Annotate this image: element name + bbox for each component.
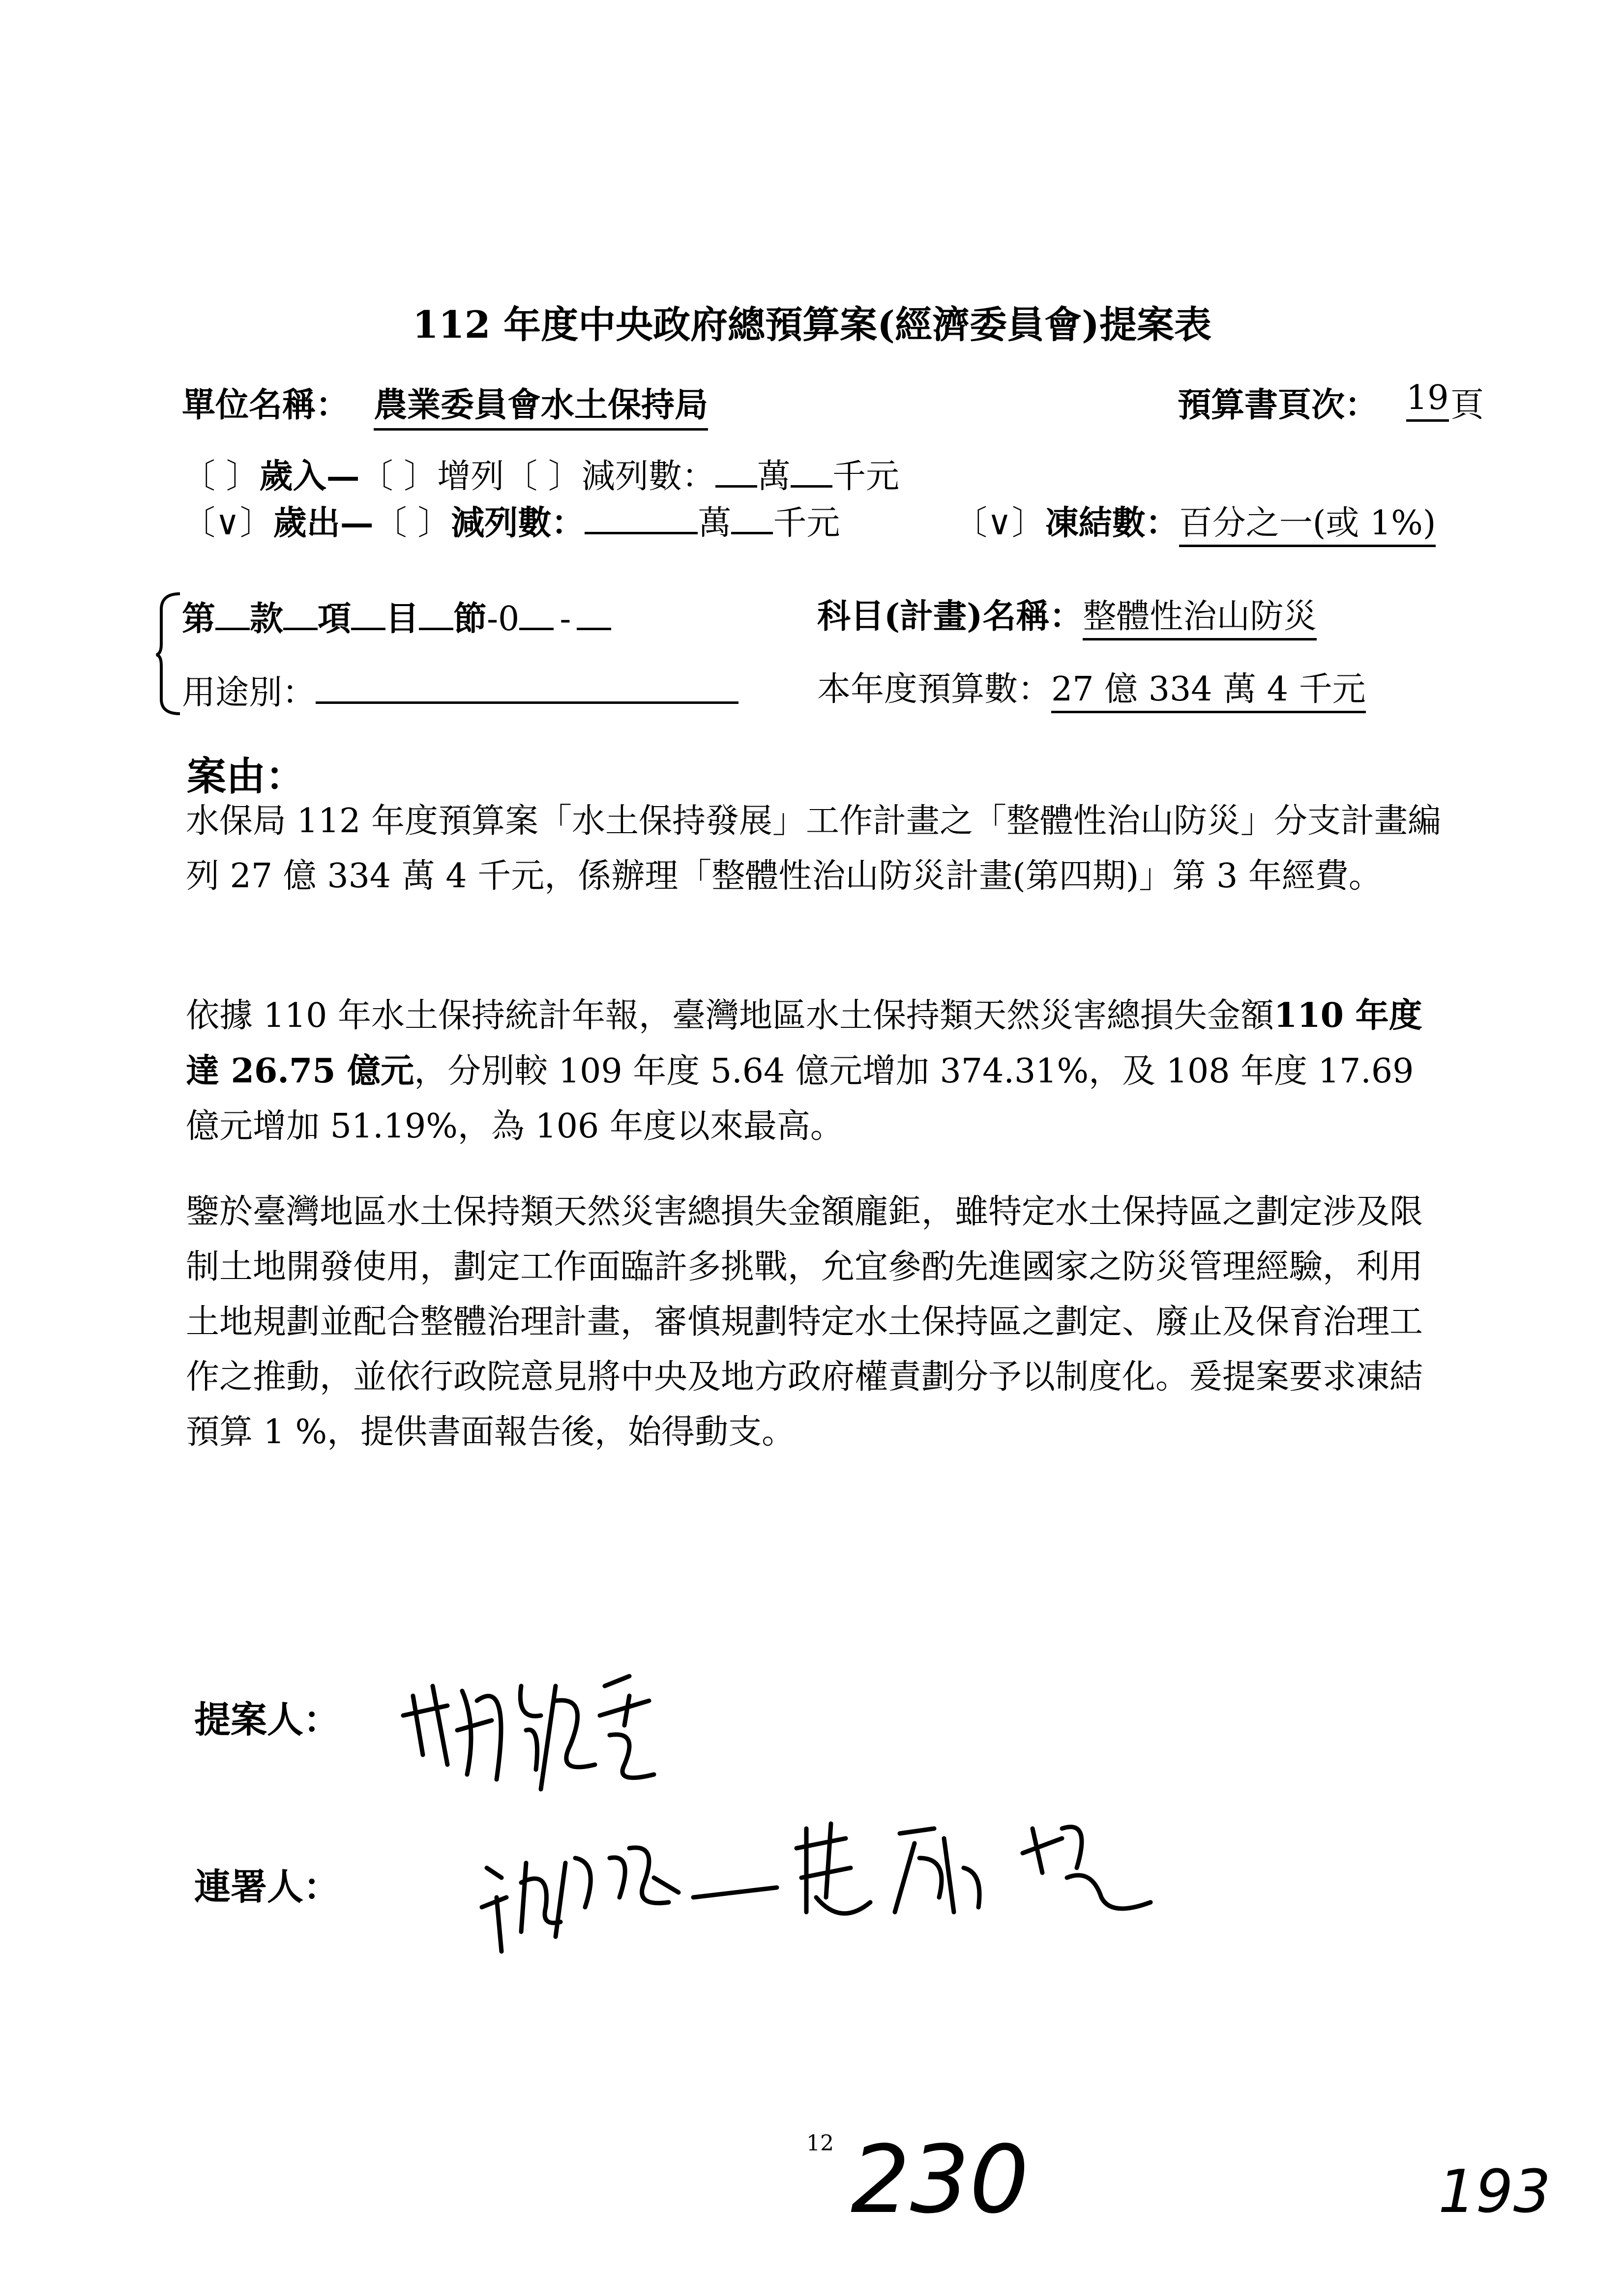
- expenditure-label: 歲出—: [273, 503, 374, 543]
- xiang-label: 項: [318, 599, 352, 639]
- page-label: 預算書頁次：: [1178, 385, 1379, 425]
- revenue-qian-unit: 千元: [832, 457, 899, 496]
- page-number: 19: [1406, 378, 1449, 422]
- paragraph-2-rest: ，分別較 109 年度 5.64 億元增加 374.31%，及 108 年度 17.69 億元增加 51.19%，為 106 年度以來最高。: [186, 1052, 1414, 1146]
- classification-line: [182, 592, 611, 640]
- subject-line: [817, 590, 1317, 638]
- page-title: 112 年度中央政府總預算案(經濟委員會)提案表: [412, 303, 1212, 347]
- subject-value: 整體性治山防災: [1083, 597, 1317, 640]
- jie-dash: -: [560, 600, 571, 639]
- paragraph-2-bold: 110 年度達 26.75 億元: [186, 996, 1422, 1091]
- paragraph-3-text: 鑒於臺灣地區水土保持類天然災害總損失金額龐鉅，雖特定水土保持區之劃定涉及限制土地開發使用，劃定工作面臨許多挑戰，允宜參酌先進國家之防災管理經驗，利用土地規劃並配合整體治理計畫，審慎規劃特定水土保持區之劃定、廢止及保育治理工作之推動，並依行政院意見將中央及地方政府權責劃分予以制度化。爰提案要求凍結預算 1 %，提供書面報告後，始得動支。: [186, 1192, 1423, 1452]
- expenditure-decrease-checkbox[interactable]: 〔 〕: [373, 504, 451, 543]
- freeze-value: 百分之一(或 1%): [1179, 504, 1436, 547]
- proposer-signature-icon: [393, 1657, 669, 1819]
- paragraph-2: [186, 988, 1445, 1154]
- expenditure-line: [182, 496, 840, 544]
- revenue-decrease-checkbox[interactable]: 〔 〕: [504, 457, 582, 496]
- expenditure-qian-unit: 千元: [773, 504, 840, 543]
- paragraph-1: [186, 794, 1445, 904]
- expenditure-decrease-label: 減列數：: [451, 503, 585, 543]
- expenditure-wan-blank[interactable]: [585, 502, 698, 534]
- revenue-increase-label: 增列: [437, 457, 504, 496]
- revenue-wan-blank[interactable]: [715, 455, 757, 488]
- paragraph-3: [186, 1185, 1445, 1460]
- budget-value: 27 億 334 萬 4 千元: [1051, 670, 1366, 713]
- unit-label: 單位名稱：: [182, 385, 350, 425]
- handwritten-corner-text: 193: [1438, 2158, 1551, 2226]
- usage-blank[interactable]: [316, 671, 738, 704]
- revenue-checkbox[interactable]: 〔 〕: [182, 457, 260, 496]
- jie-sub-blank[interactable]: [519, 598, 554, 630]
- expenditure-checkbox[interactable]: 〔∨〕: [182, 504, 273, 543]
- usage-line: [182, 666, 738, 714]
- freeze-label: 凍結數：: [1045, 503, 1179, 543]
- revenue-wan-unit: 萬: [757, 457, 791, 496]
- budget-label: 本年度預算數：: [817, 670, 1052, 709]
- revenue-qian-blank[interactable]: [791, 455, 832, 488]
- kuan2-label: 款: [250, 599, 284, 639]
- cosigner-signature-2-icon: [787, 1799, 1160, 1956]
- paragraph-1-text: 水保局 112 年度預算案「水土保持發展」工作計畫之「整體性治山防災」分支計畫編列 27 億 334 萬 4 千元，係辦理「整體性治山防災計畫(第四期)」第 3 年經費。: [186, 802, 1442, 896]
- handwritten-page-number: [846, 2128, 1052, 2227]
- footer-small-number: 12: [806, 2131, 834, 2156]
- paragraph-2-lead: 依據 110 年水土保持統計年報，臺灣地區水土保持類天然災害總損失金額: [186, 996, 1274, 1035]
- page-suffix: 頁: [1450, 386, 1484, 425]
- reason-heading: 案由：: [187, 753, 305, 799]
- jie-label: 節: [453, 599, 487, 639]
- budget-line: [817, 663, 1366, 710]
- handwritten-page-text: 230: [851, 2128, 1029, 2227]
- usage-label: 用途別：: [182, 673, 316, 712]
- xiang-blank[interactable]: [283, 598, 318, 630]
- freeze-checkbox[interactable]: 〔∨〕: [954, 504, 1045, 543]
- kuan-blank[interactable]: [215, 598, 250, 630]
- freeze-line: [954, 496, 1436, 544]
- revenue-increase-checkbox[interactable]: 〔 〕: [359, 457, 438, 496]
- jie-sub2-blank[interactable]: [577, 598, 611, 630]
- subject-label: 科目(計畫)名稱：: [817, 597, 1083, 636]
- revenue-label: 歲入—: [259, 457, 360, 496]
- revenue-line: [182, 450, 899, 497]
- bracket-icon: [155, 590, 185, 718]
- jie-value: -0: [487, 600, 520, 639]
- unit-name: 農業委員會水土保持局: [374, 378, 708, 431]
- revenue-decrease-label: 減列數：: [581, 457, 715, 496]
- cosigner-label: 連署人：: [194, 1866, 340, 1908]
- handwritten-corner-number: [1436, 2153, 1564, 2227]
- cosigner-signature-1-icon: [472, 1809, 787, 1966]
- proposer-label: 提案人：: [194, 1699, 340, 1741]
- jie-blank[interactable]: [419, 598, 453, 630]
- expenditure-qian-blank[interactable]: [731, 502, 773, 534]
- expenditure-wan-unit: 萬: [698, 504, 732, 543]
- mu-label: 目: [385, 599, 419, 639]
- mu-blank[interactable]: [351, 598, 385, 630]
- kuan-label: 第: [182, 599, 216, 639]
